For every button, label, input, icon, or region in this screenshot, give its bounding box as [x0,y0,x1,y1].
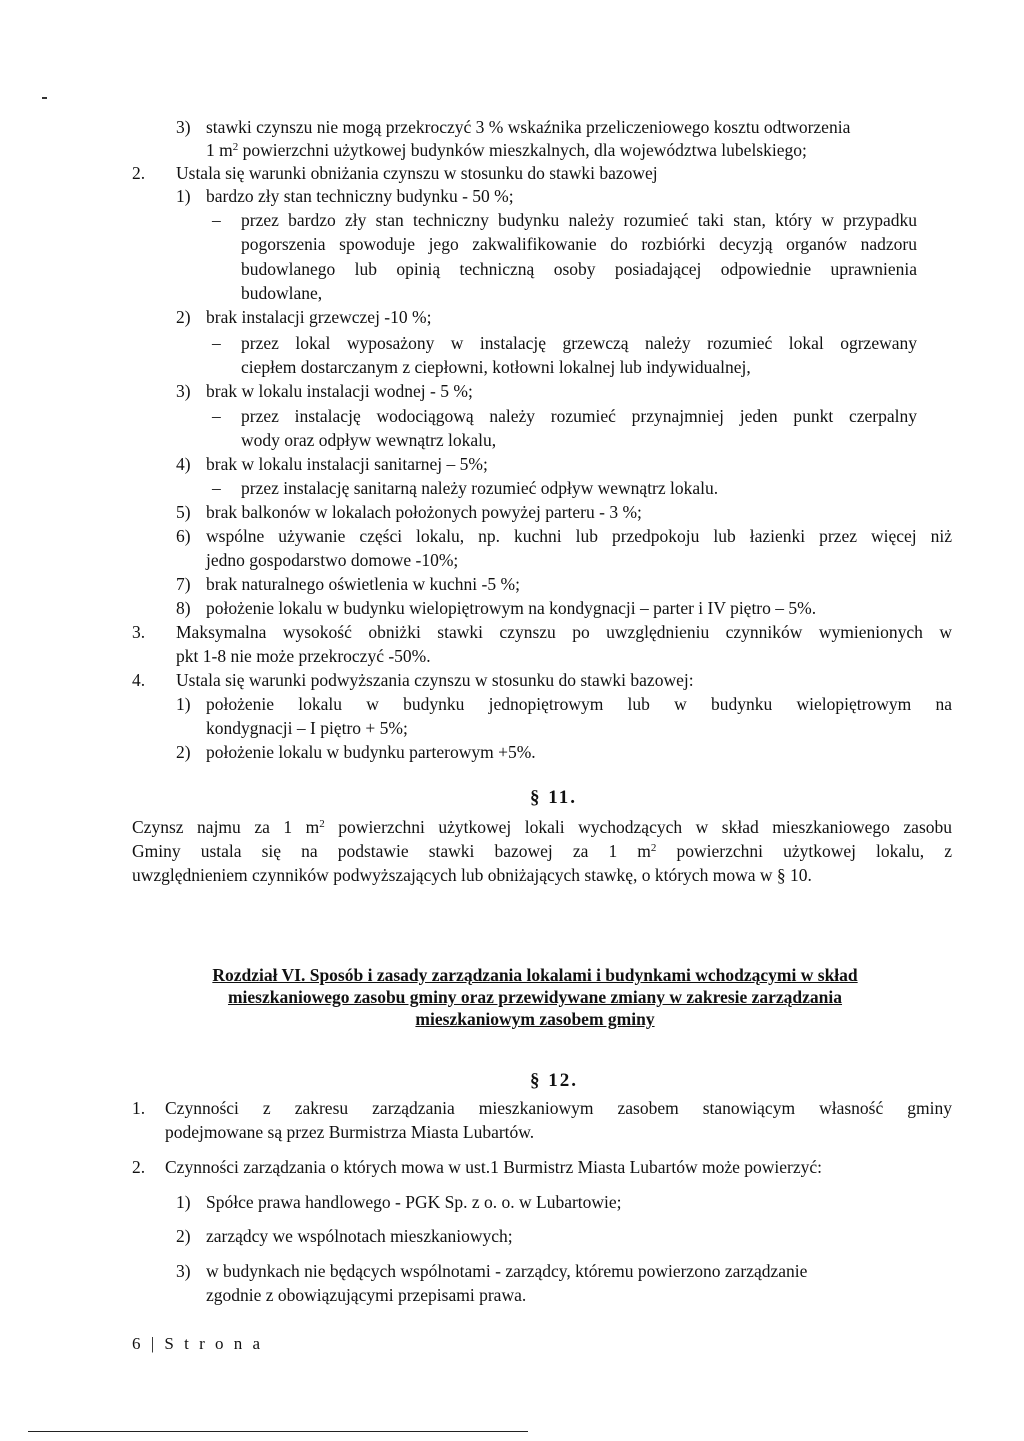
section-number: 3. [132,622,146,642]
text-line: brak w lokalu instalacji wodnej - 5 %; [206,381,473,401]
text-line: bardzo zły stan techniczny budynku - 50 %; [206,186,514,206]
text-line: Spółce prawa handlowego - PGK Sp. z o. o. w Lubartowie; [206,1192,622,1212]
item-number: 7) [176,574,191,594]
item-number: 3) [176,117,191,137]
dash-marker: – [212,406,221,426]
chapter-heading: Rozdział VI. Sposób i zasady zarządzania lokalami i budynkami wchodzącymi w skład mieszkaniowego zasobu gminy oraz przewidywane zmiany w zakresie zarządzania mieszkaniowym zasobem gminy [212,965,858,1029]
text-line: podejmowane są przez Burmistrza Miasta Lubartów. [165,1122,535,1142]
section-heading: § 11. [530,787,577,808]
section-heading: § 12. [530,1070,578,1091]
text-line: Czynności zarządzania o których mowa w ust.1 Burmistrz Miasta Lubartów może powierzyć: [165,1157,823,1177]
text-line: pkt 1-8 nie może przekroczyć -50%. [176,646,431,666]
item-number: 3) [176,381,191,401]
text-line: zgodnie z obowiązującymi przepisami prawa. [206,1285,527,1305]
dash-marker: – [212,478,221,498]
text-line: Maksymalna wysokość obniżki stawki czynszu po uwzględnieniu czynników wymienionych w [176,622,952,642]
text-line: przez bardzo zły stan techniczny budynku należy rozumieć taki stan, który w przypadku [241,210,917,230]
page-footer: 6 | S t r o n a [132,1334,264,1353]
item-number: 1) [176,694,191,714]
text-line: budowlane, [241,283,323,303]
text-line: zarządcy we wspólnotach mieszkaniowych; [206,1226,513,1246]
text-line: Gminy ustala się na podstawie stawki bazowej za 1 $m^2$ powierzchni użytkowej lokalu, z [132,841,952,861]
text-line: położenie lokalu w budynku wielopiętrowym na kondygnacji – parter i IV piętro – 5%. [206,598,817,618]
text-line: ciepłem dostarczanym z ciepłowni, kotłowni lokalnej lub indywidualnej, [241,357,751,377]
text-line: Czynności z zakresu zarządzania mieszkaniowym zasobem stanowiącym własność gminy [165,1098,952,1118]
dash-marker: – [212,210,221,230]
section-number: 2. [132,163,146,183]
text-line: kondygnacji – I piętro + 5%; [206,718,408,738]
item-number: 3) [176,1261,191,1281]
text-line: stawki czynszu nie mogą przekroczyć 3 % wskaźnika przeliczeniowego kosztu odtworzenia [206,117,851,137]
text-line: wspólne używanie części lokalu, np. kuchni lub przedpokoju lub łazienki przez więcej niż [206,526,952,546]
text-line: położenie lokalu w budynku jednopiętrowym lub w budynku wielopiętrowym na [206,694,952,714]
text-line: jedno gospodarstwo domowe -10%; [206,550,459,570]
item-number: 5) [176,502,191,522]
text-line: pogorszenia spowoduje jego zakwalifikowanie do rozbiórki decyzją organów nadzoru [241,234,917,254]
text-line: brak instalacji grzewczej -10 %; [206,307,432,327]
text-line: przez instalację sanitarną należy rozumieć odpływ wewnątrz lokalu. [241,478,719,498]
text-line: uwzględnieniem czynników podwyższających lub obniżających stawkę, o których mowa w § 10. [132,865,812,885]
text-line: przez instalację wodociągową należy rozumieć przynajmniej jeden punkt czerpalny [241,406,917,426]
text-line: 1 $m^2$ powierzchni użytkowej budynków mieszkalnych, dla województwa lubelskiego; [206,140,807,160]
item-number: 8) [176,598,191,618]
text-line: budowlanego lub opinią techniczną osoby posiadającej odpowiednie uprawnienia [241,259,917,279]
text-line: wody oraz odpływ wewnątrz lokalu, [241,430,497,450]
dash-marker: – [212,333,221,353]
section-number: 4. [132,670,146,690]
text-line: Czynsz najmu za 1 $m^2$ powierzchni użytkowej lokali wychodzących w skład mieszkaniowego zasobu [132,817,953,837]
text-line: brak w lokalu instalacji sanitarnej – 5%; [206,454,488,474]
text-line: położenie lokalu w budynku parterowym +5%. [206,742,536,762]
item-number: 1) [176,1192,191,1212]
text-line: przez lokal wyposażony w instalację grzewczą należy rozumieć lokal ogrzewany [241,333,917,353]
text-line: Ustala się warunki podwyższania czynszu w stosunku do stawki bazowej: [176,670,694,690]
item-number: 6) [176,526,191,546]
item-number: 1) [176,186,191,206]
scan-speck [42,97,47,99]
section-number: 1. [132,1098,146,1118]
text-line: Ustala się warunki obniżania czynszu w stosunku do stawki bazowej [176,163,658,183]
item-number: 4) [176,454,191,474]
item-number: 2) [176,742,191,762]
text-line: brak naturalnego oświetlenia w kuchni -5 %; [206,574,520,594]
item-number: 2) [176,307,191,327]
text-line: brak balkonów w lokalach położonych powyżej parteru - 3 %; [206,502,642,522]
bottom-rule [28,1431,528,1432]
text-line: w budynkach nie będących wspólnotami - zarządcy, któremu powierzono zarządzanie [206,1261,808,1281]
section-number: 2. [132,1157,146,1177]
item-number: 2) [176,1226,191,1246]
